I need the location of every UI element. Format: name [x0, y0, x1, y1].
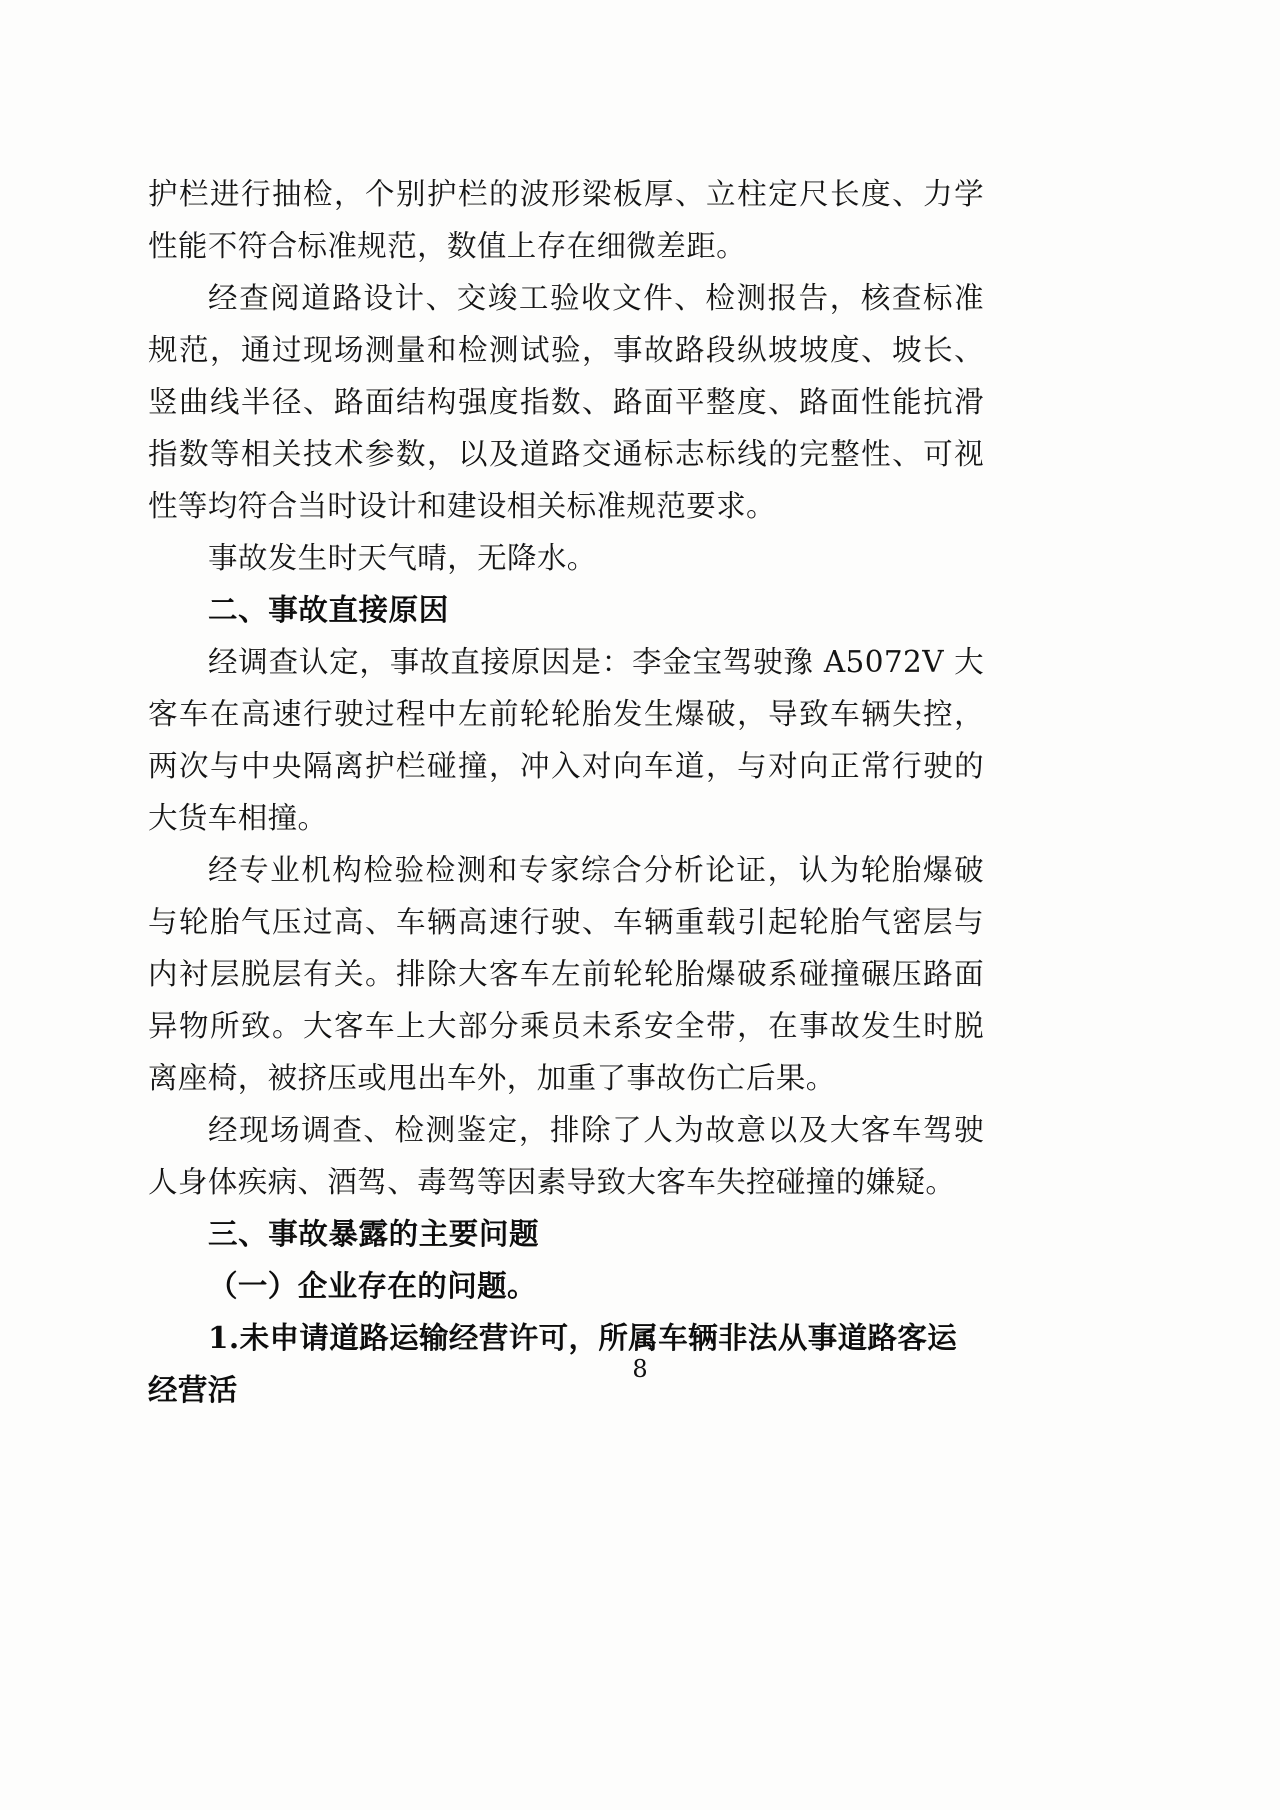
paragraph-5: 经专业机构检验检测和专家综合分析论证，认为轮胎爆破与轮胎气压过高、车辆高速行驶、车辆重载引起轮胎气密层与内衬层脱层有关。排除大客车左前轮轮胎爆破系碰撞碾压路面异物所致。大客车上大部分乘员未系安全带，在事故发生时脱离座椅，被挤压或甩出车外，加重了事故伤亡后果。 — [148, 853, 984, 1095]
page-number: 8 — [632, 1355, 648, 1383]
paragraph-2: 经查阅道路设计、交竣工验收文件、检测报告，核查标准规范，通过现场测量和检测试验，事故路段纵坡坡度、坡长、竖曲线半径、路面结构强度指数、路面平整度、路面性能抗滑指数等相关技术参数，以及道路交通标志标线的完整性、可视性等均符合当时设计和建设相关标准规范要求。 — [148, 281, 984, 523]
paragraph-1: 护栏进行抽检，个别护栏的波形梁板厚、立柱定尺长度、力学性能不符合标准规范，数值上存在细微差距。 — [148, 177, 984, 263]
section-heading-three: 三、事故暴露的主要问题 — [208, 1216, 540, 1251]
paragraph-4: 经调查认定，事故直接原因是：李金宝驾驶豫 A5072V 大客车在高速行驶过程中左前轮轮胎发生爆破，导致车辆失控，两次与中央隔离护栏碰撞，冲入对向车道，与对向正常行驶的大货车相撞。 — [148, 645, 984, 835]
section-heading-two: 二、事故直接原因 — [208, 592, 449, 627]
subsection-heading-one: （一）企业存在的问题。 — [208, 1268, 537, 1303]
paragraph-6: 经现场调查、检测鉴定，排除了人为故意以及大客车驾驶人身体疾病、酒驾、毒驾等因素导致大客车失控碰撞的嫌疑。 — [148, 1113, 984, 1199]
page-body — [148, 168, 984, 1416]
paragraph-3: 事故发生时天气晴，无降水。 — [208, 541, 597, 575]
numbered-item-one: 1.未申请道路运输经营许可，所属车辆非法从事道路客运经营活 — [148, 1320, 958, 1407]
